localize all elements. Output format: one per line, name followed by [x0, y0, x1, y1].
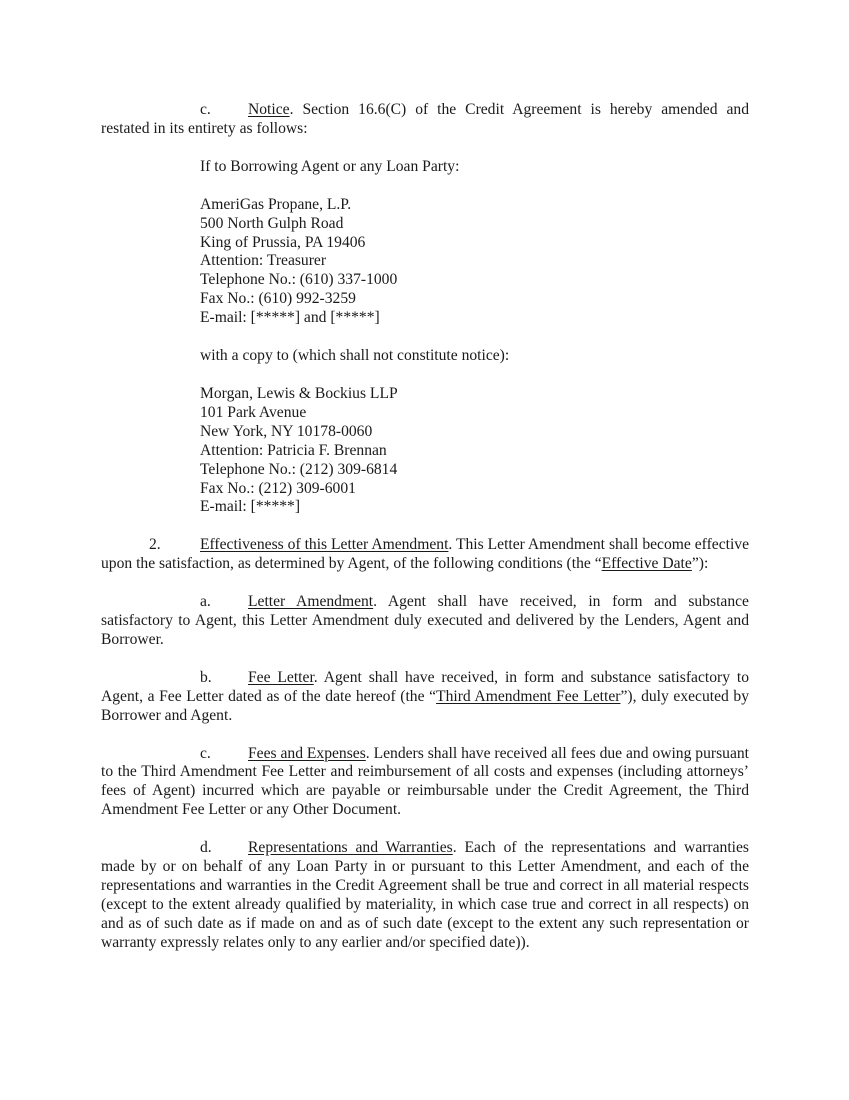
item-d-heading: Representations and Warranties	[248, 839, 453, 857]
item-b-text-1: . Agent shall have received, in form and substance satisfactory to Agent, a Fee Letter dated as of the date hereof (the “	[101, 668, 750, 705]
address-line: AmeriGas Propane, L.P.	[200, 195, 352, 213]
address-line: Attention: Patricia F. Brennan	[200, 441, 387, 459]
item-c-text: . Lenders shall have received all fees due and owing pursuant to the Third Amendment Fee Letter and reimbursement of all costs and expenses (including attorneys’ fees of Agent) incurred which are payable or reimbursable under the Credit Agreement, the Third Amendment Fee Letter or any Other Document.	[101, 744, 750, 819]
item-d-marker: d.	[200, 839, 212, 857]
notice-if-to: If to Borrowing Agent or any Loan Party:	[200, 157, 460, 175]
paragraph-item-d	[101, 839, 749, 952]
item-c-marker: c.	[200, 744, 211, 762]
address-line: 101 Park Avenue	[200, 403, 307, 421]
item-d-text: . Each of the representations and warranties made by or on behalf of any Loan Party in or pursuant to this Letter Amendment, and each of the representations and warranties in the Credit Agreement shall be true and correct in all material respects (except to the extent already qualified by materiality, in which case true and correct in all respects) on and as of such date as if made on and as of such date (except to the extent any such representation or warranty expressly relates only to any earlier and/or specified date)).	[101, 839, 749, 951]
address-line: Fax No.: (212) 309-6001	[200, 479, 356, 497]
address-line: E-mail: [*****] and [*****]	[200, 309, 380, 327]
item-b-defined-term: Third Amendment Fee Letter	[436, 687, 621, 705]
paragraph-item-b	[101, 669, 749, 726]
item-b-heading: Fee Letter	[248, 668, 314, 686]
section-2-marker: 2.	[149, 536, 161, 554]
address-line: Attention: Treasurer	[200, 252, 327, 270]
address-block-borrower	[200, 196, 749, 328]
address-line: Morgan, Lewis & Bockius LLP	[200, 384, 398, 402]
copy-to-line: with a copy to (which shall not constitute notice):	[200, 347, 510, 365]
section-2-text-2: ”):	[691, 555, 709, 573]
item-a-heading: Letter Amendment	[248, 593, 374, 611]
paragraph-item-c	[101, 745, 749, 821]
document-body	[101, 101, 749, 953]
address-line: King of Prussia, PA 19406	[200, 233, 366, 251]
item-c-heading: Fees and Expenses	[248, 744, 366, 762]
address-line: Fax No.: (610) 992-3259	[200, 290, 356, 308]
address-block-counsel	[200, 385, 749, 517]
item-a-marker: a.	[200, 593, 211, 611]
notice-marker: c.	[200, 101, 211, 118]
section-2-heading: Effectiveness of this Letter Amendment	[200, 536, 449, 554]
item-b-marker: b.	[200, 668, 212, 686]
address-line: Telephone No.: (212) 309-6814	[200, 460, 398, 478]
section-2-text-1: . This Letter Amendment shall become effective upon the satisfaction, as determined by Agent, of the following conditions (the “	[101, 536, 749, 573]
notice-heading: Notice	[248, 101, 290, 118]
item-b-text-2: ”), duly executed by Borrower and Agent.	[101, 687, 750, 724]
address-line: Telephone No.: (610) 337-1000	[200, 271, 398, 289]
address-line: E-mail: [*****]	[200, 498, 301, 516]
notice-text: . Section 16.6(C) of the Credit Agreement is hereby amended and restated in its entirety as follows:	[101, 101, 749, 137]
item-a-text: . Agent shall have received, in form and substance satisfactory to Agent, this Letter Amendment duly executed and delivered by the Lenders, Agent and Borrower.	[101, 593, 749, 648]
paragraph-notice	[101, 101, 749, 139]
address-line: New York, NY 10178-0060	[200, 422, 373, 440]
section-2-defined-term: Effective Date	[601, 555, 692, 573]
address-line: 500 North Gulph Road	[200, 214, 344, 232]
paragraph-section-2	[101, 536, 749, 574]
paragraph-item-a	[101, 593, 749, 650]
